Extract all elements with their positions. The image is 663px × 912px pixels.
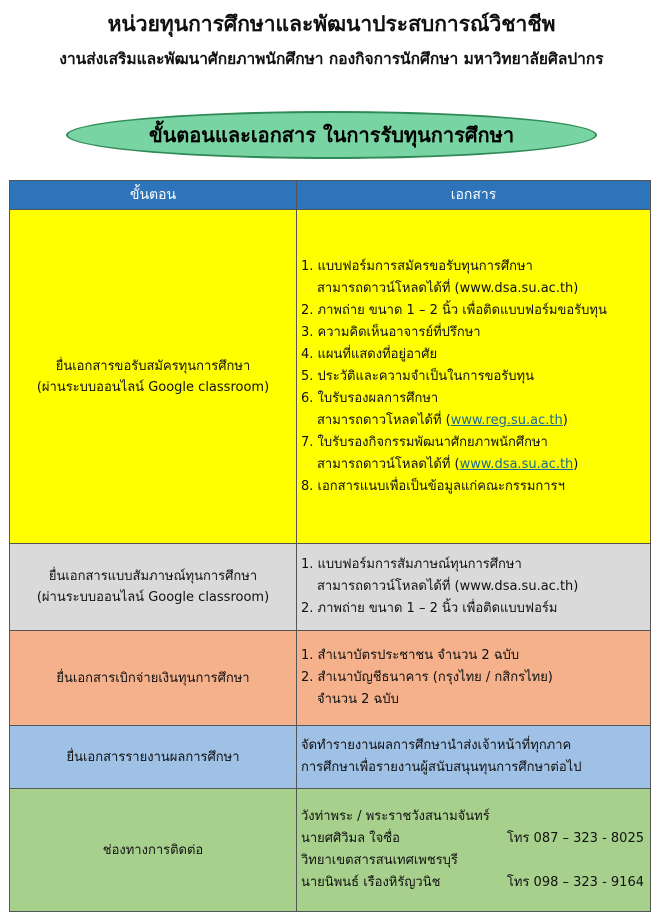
step-line: ยื่นเอกสารแบบสัมภาษณ์ทุนการศึกษา [48, 569, 258, 584]
document-item: 2. ภาพถ่าย ขนาด 1 – 2 นิ้ว เพื่อติดแบบฟอร์ม [301, 601, 558, 616]
document-note: สามารถดาวน์โหลดได้ที่ (www.dsa.su.ac.th) [317, 579, 579, 594]
step-cell [10, 631, 297, 726]
contact-phone: โทร 098 – 323 - 9164 [506, 875, 644, 890]
table-row [10, 726, 651, 789]
documents-cell [297, 544, 651, 631]
document-note [301, 454, 644, 476]
documents-cell [297, 210, 651, 544]
documents-cell [297, 726, 651, 789]
table-row [10, 631, 651, 726]
step-cell [10, 210, 297, 544]
document-item: 8. เอกสารแนบเพื่อเป็นข้อมูลแก่คณะกรรมการฯ [301, 478, 565, 494]
document-item: 3. ความคิดเห็นอาจารย์ที่ปรึกษา [301, 324, 481, 340]
header-step: ขั้นตอน [10, 181, 297, 210]
banner-text: ขั้นตอนและเอกสาร ในการรับทุนการศึกษา [148, 123, 515, 147]
section-banner [66, 111, 597, 159]
note-text: ) [573, 456, 579, 472]
table-row [10, 544, 651, 631]
note-text: ) [562, 412, 568, 428]
contact-cell [297, 789, 651, 912]
document-item: 1. แบบฟอร์มการสัมภาษณ์ทุนการศึกษา [301, 557, 522, 572]
dsa-link[interactable]: www.dsa.su.ac.th [459, 456, 574, 472]
step-cell [10, 726, 297, 789]
step-line: ยื่นเอกสารรายงานผลการศึกษา [66, 749, 240, 765]
note-text: สามารถดาวโหลดได้ที่ ( [317, 412, 451, 428]
document-note: สามารถดาวน์โหลดได้ที่ (www.dsa.su.ac.th) [317, 280, 579, 296]
contact-line [301, 828, 644, 850]
document-item: การศึกษาเพื่อรายงานผู้สนับสนุนทุนการศึกษาต่อไป [301, 760, 582, 775]
document-item: 2. สำเนาบัญชีธนาคาร (กรุงไทย / กสิกรไทย) [301, 670, 553, 685]
contact-phone: โทร 087 – 323 - 8025 [506, 831, 644, 846]
document-item: 6. ใบรับรองผลการศึกษา [301, 390, 439, 406]
contact-name: นายศศิวิมล ใจซื่อ [301, 831, 400, 846]
document-item: 5. ประวัติและความจำเป็นในการขอรับทุน [301, 368, 534, 384]
step-cell [10, 544, 297, 631]
contact-campus: วังท่าพระ / พระราชวังสนามจันทร์ [301, 809, 490, 824]
document-item: 7. ใบรับรองกิจกรรมพัฒนาศักยภาพนักศึกษา [301, 434, 548, 450]
document-item: 2. ภาพถ่าย ขนาด 1 – 2 นิ้ว เพื่อติดแบบฟอร์มขอรับทุน [301, 302, 607, 318]
contact-name: นายนิพนธ์ เรืองหิรัญวนิช [301, 875, 441, 890]
step-cell [10, 789, 297, 912]
document-item: จัดทำรายงานผลการศึกษานำส่งเจ้าหน้าที่ทุกภาค [301, 738, 572, 753]
documents-cell [297, 631, 651, 726]
reg-link[interactable]: www.reg.su.ac.th [450, 412, 563, 428]
document-item: 1. แบบฟอร์มการสมัครขอรับทุนการศึกษา [301, 258, 533, 274]
table-header-row [10, 181, 651, 210]
contact-campus: วิทยาเขตสารสนเทศเพชรบุรี [301, 853, 458, 868]
document-item: 1. สำเนาบัตรประชาชน จำนวน 2 ฉบับ [301, 648, 520, 663]
table-row [10, 789, 651, 912]
step-line: ยื่นเอกสารขอรับสมัครทุนการศึกษา [55, 358, 251, 374]
document-note [301, 410, 644, 432]
document-item: 4. แผนที่แสดงที่อยู่อาศัย [301, 346, 438, 362]
steps-documents-table [9, 180, 651, 912]
document-note: จำนวน 2 ฉบับ [317, 692, 399, 707]
page-title: หน่วยทุนการศึกษาและพัฒนาประสบการณ์วิชาชีพ [107, 12, 556, 36]
header-documents: เอกสาร [297, 181, 651, 210]
step-line: ยื่นเอกสารเบิกจ่ายเงินทุนการศึกษา [56, 670, 250, 686]
step-line: (ผ่านระบบออนไลน์ Google classroom) [36, 379, 270, 395]
contact-line [301, 872, 644, 894]
step-line: ช่องทางการติดต่อ [102, 842, 204, 858]
page-subtitle: งานส่งเสริมและพัฒนาศักยภาพนักศึกษา กองกิจการนักศึกษา มหาวิทยาลัยศิลปากร [59, 50, 604, 68]
table-row [10, 210, 651, 544]
note-text: สามารถดาวน์โหลดได้ที่ ( [317, 456, 460, 472]
step-line: (ผ่านระบบออนไลน์ Google classroom) [36, 590, 270, 605]
